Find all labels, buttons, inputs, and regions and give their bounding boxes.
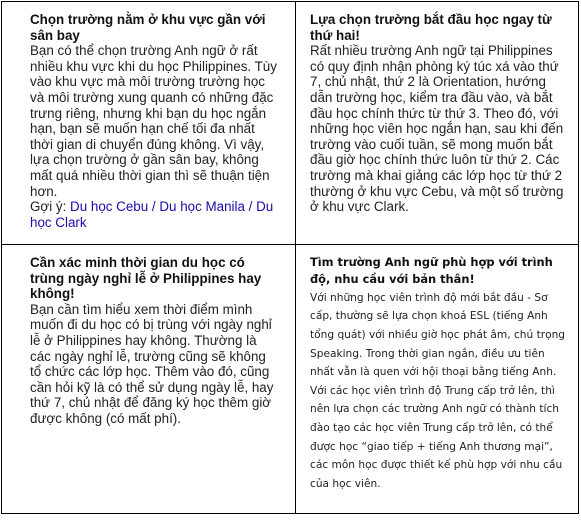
- tip-heading: Cần xác minh thời gian du học có trùng ngày nghỉ lễ ở Philippines hay không!: [30, 255, 262, 302]
- suggestion-line: [30, 199, 279, 230]
- tip-heading: Lựa chọn trường bắt đầu học ngay từ thứ hai!: [310, 12, 552, 43]
- suggestion-prefix: Gợi ý:: [30, 199, 71, 215]
- tip-cell-content: [296, 2, 578, 215]
- tips-table: [1, 1, 579, 514]
- tip-paragraph: Với những học viên trình độ mới bắt đầu - Sơ cấp, thường sẽ lựa chọn khoá ESL (tiếng Anh tổng quát) với nhiều giờ học phát âm, chú trọng Speaking. Trong thời gian ngắn, điều ưu tiên nhất vẫn là quen với hội thoại bằng tiếng Anh.: [310, 291, 566, 379]
- tip-body: Rất nhiều trường Anh ngữ tại Philippines có quy định nhận phòng ký túc xá vào thứ 7, chủ nhật, thứ 2 là Orientation, hướng dẫn trường học, kiểm tra đầu vào, và bắt đầu học chính thức từ thứ 3. Theo đó, với những học viên học ngắn hạn, sau khi đến trường vào cuối tuần, sẽ mong muốn bắt đầu giờ học chính thức luôn từ thứ 2. Các trường mà khai giảng các lớp học từ thứ 2 thường ở khu vực Cebu, và một số trường ở khu vực Clark.: [310, 43, 564, 215]
- tip-cell-content: [296, 245, 578, 493]
- tip-heading: Chọn trường nằm ở khu vực gần với sân bay: [30, 12, 266, 43]
- tip-cell-monday-start: [296, 2, 579, 245]
- tip-body: Bạn cần tìm hiểu xem thời điểm mình muốn đi du học có bị trùng với ngày nghỉ lễ ở Philippines hay không. Thường là các ngày nghỉ lễ, trường cũng sẽ không tổ chức các lớp học. Thêm vào đó, cũng cần hỏi kỹ là có thể sử dụng ngày lễ, hay thứ 7, chủ nhật để đăng ký học thêm giờ được không (có mất phí).: [30, 301, 274, 426]
- tip-paragraph: Với các học viên trình độ Trung cấp trở lên, thì nên lựa chọn các trường Anh ngữ có thành tích đào tạo các học viên Trung cấp trở lên, có thể được học “giao tiếp + tiếng Anh thương mại”, các môn học được thiết kế phù hợp với nhu cầu của học viên.: [310, 384, 563, 490]
- tip-cell-holidays: [2, 245, 296, 514]
- table-row: [2, 245, 579, 514]
- tip-body: Bạn có thể chọn trường Anh ngữ ở rất nhiều khu vực khi du học Philippines. Tùy vào khu vực mà môi trường trường học và môi trường xung quanh có những đặc trưng riêng, nhưng khi bạn du học ngắn hạn, bạn sẽ muốn hạn chế tối đa nhất thời gian di chuyển đúng không. Vì vậy, lựa chọn trường ở gần sân bay, không mất quá nhiều thời gian thì sẽ thuận tiện hơn.: [30, 43, 277, 199]
- tip-cell-airport: [2, 2, 296, 245]
- tip-cell-level-match: [296, 245, 579, 514]
- table-row: [2, 2, 579, 245]
- tip-heading: Tìm trường Anh ngữ phù hợp với trình độ, nhu cầu với bản thân!: [310, 255, 553, 287]
- suggestion-link[interactable]: Du học Cebu / Du học Manila / Du học Clark: [30, 199, 274, 230]
- tip-cell-content: [2, 2, 295, 230]
- tip-cell-content: [2, 245, 295, 427]
